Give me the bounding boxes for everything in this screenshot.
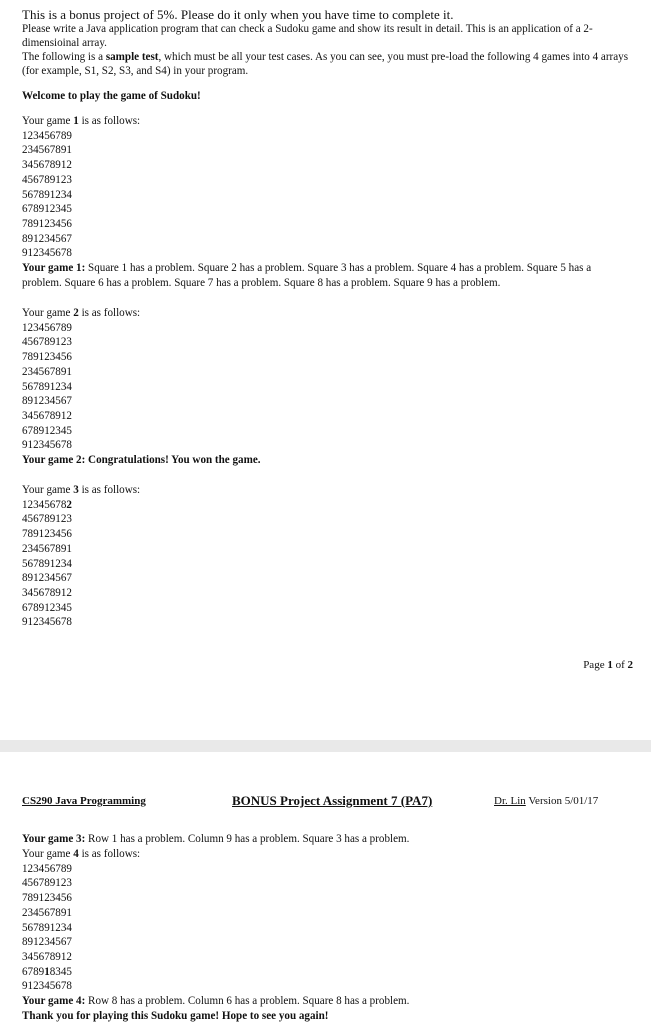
game-3-row-8: 678912345 xyxy=(22,601,72,614)
game-1-row-4: 456789123 xyxy=(22,173,72,186)
game-intro-post: is as follows: xyxy=(78,307,141,320)
row-highlight-digit: 2 xyxy=(66,498,72,511)
game-1-row-8: 891234567 xyxy=(22,232,72,245)
result-label: Your game 4: xyxy=(22,995,86,1008)
version-text: Version 5/01/17 xyxy=(525,795,599,807)
author-version xyxy=(494,795,598,807)
game-1-row-5: 567891234 xyxy=(22,188,72,201)
row-highlight-digit: 1 xyxy=(44,965,50,978)
intro-line-1: This is a bonus project of 5%. Please do it only when you have time to complete it. xyxy=(22,7,454,22)
game-3-row-3: 789123456 xyxy=(22,528,72,541)
author-name: Dr. Lin xyxy=(494,795,526,807)
game-3-row-9: 912345678 xyxy=(22,616,72,629)
game-3-row-5: 567891234 xyxy=(22,557,72,570)
game-2-result xyxy=(22,453,633,468)
game-1-block xyxy=(22,114,633,291)
game-4-row-7: 345678912 xyxy=(22,950,72,963)
game-4-result xyxy=(22,994,633,1009)
welcome-heading: Welcome to play the game of Sudoku! xyxy=(22,90,201,102)
game-intro-post: is as follows: xyxy=(78,115,141,127)
row-digits-pre: 6789 xyxy=(22,965,45,978)
game-1-row-9: 912345678 xyxy=(22,247,72,260)
assignment-title: BONUS Project Assignment 7 (PA7) xyxy=(232,793,433,808)
footer-page-label: Page xyxy=(583,659,608,671)
game-2-row-9: 912345678 xyxy=(22,439,72,452)
course-title: CS290 Java Programming xyxy=(22,795,146,807)
game-3-row-2: 456789123 xyxy=(22,513,72,526)
game-3-intro xyxy=(22,483,633,498)
closing-message: Thank you for playing this Sudoku game! Hope to see you again! xyxy=(22,1010,329,1023)
game-3-row-7: 345678912 xyxy=(22,586,72,599)
game-4-row-6: 891234567 xyxy=(22,936,72,949)
game-2-row-7: 345678912 xyxy=(22,409,72,422)
game-4-row-4: 234567891 xyxy=(22,906,72,919)
result-label: Your game 3: xyxy=(22,833,86,845)
footer-total-pages: 2 xyxy=(627,659,633,671)
game-3-row-4: 234567891 xyxy=(22,542,72,555)
sample-test-paragraph xyxy=(22,50,633,78)
game-2-row-4: 234567891 xyxy=(22,365,72,378)
row-digits-post: 8345 xyxy=(49,965,72,978)
page-2-content xyxy=(22,832,633,1024)
game-4-row-3: 789123456 xyxy=(22,892,72,905)
result-text: Row 1 has a problem. Column 9 has a problem. Square 3 has a problem. xyxy=(85,833,410,845)
game-intro-pre: Your game xyxy=(22,307,74,320)
game-3-block xyxy=(22,483,633,630)
result-text: Square 1 has a problem. Square 2 has a problem. Square 3 has a problem. Square 4 has a problem. Square 5 has a problem. Square 6 has a problem. Square 7 has a problem. Square 8 has a problem. Square 9 has a problem. xyxy=(22,262,592,290)
game-number: 3 xyxy=(73,484,79,497)
footer-of-label: of xyxy=(612,659,628,671)
game-1-intro xyxy=(22,114,633,129)
game-1-row-1: 123456789 xyxy=(22,129,72,142)
page-1-content xyxy=(22,7,633,630)
intro-paragraph: Please write a Java application program that can check a Sudoku game and show its result in detail. This is an application of a 2-dimensioinal array. xyxy=(22,23,593,49)
page-header xyxy=(0,795,651,811)
game-2-row-6: 891234567 xyxy=(22,395,72,408)
page-footer xyxy=(583,658,633,672)
game-3-row-1 xyxy=(22,498,633,513)
result-text: Row 8 has a problem. Column 6 has a problem. Square 8 has a problem. xyxy=(85,995,410,1008)
game-2-row-2: 456789123 xyxy=(22,336,72,349)
game-2-block xyxy=(22,306,633,468)
game-4-row-5: 567891234 xyxy=(22,921,72,934)
result-text: Congratulations! You won the game. xyxy=(85,454,261,467)
game-intro-post: is as follows: xyxy=(78,848,141,860)
game-2-row-1: 123456789 xyxy=(22,321,72,334)
game-4-row-8 xyxy=(22,965,633,980)
game-1-row-7: 789123456 xyxy=(22,217,72,230)
result-label: Your game 2: xyxy=(22,454,86,467)
game-1-row-2: 234567891 xyxy=(22,144,72,157)
game-4-intro xyxy=(22,847,633,862)
game-intro-pre: Your game xyxy=(22,115,74,127)
game-intro-pre: Your game xyxy=(22,848,74,860)
game-4-row-1: 123456789 xyxy=(22,862,72,875)
game-4-row-9: 912345678 xyxy=(22,980,72,993)
game-1-row-6: 678912345 xyxy=(22,203,72,216)
game-intro-pre: Your game xyxy=(22,484,74,497)
game-1-row-3: 345678912 xyxy=(22,159,72,172)
game-2-row-5: 567891234 xyxy=(22,380,72,393)
sample-test-post: , which must be all your test cases. As you can see, you must pre-load the following 4 games into 4 arrays (for example, S1, S2, S3, and S4) in your program. xyxy=(22,51,629,77)
game-number: 1 xyxy=(73,115,79,127)
game-intro-post: is as follows: xyxy=(78,484,141,497)
game-3-result xyxy=(22,832,633,847)
game-2-row-8: 678912345 xyxy=(22,424,72,437)
sample-test-bold: sample test xyxy=(105,51,159,63)
game-4-row-2: 456789123 xyxy=(22,877,72,890)
game-number: 2 xyxy=(73,307,79,320)
row-digits: 12345678 xyxy=(22,498,67,511)
page-2 xyxy=(0,752,651,1024)
game-2-row-3: 789123456 xyxy=(22,351,72,364)
game-number: 4 xyxy=(73,848,79,860)
game-4-block xyxy=(22,847,633,1009)
game-3-row-6: 891234567 xyxy=(22,572,72,585)
game-1-result xyxy=(22,261,633,291)
game-2-intro xyxy=(22,306,633,321)
sample-test-pre: The following is a xyxy=(22,51,106,63)
page-separator xyxy=(0,740,651,752)
footer-current-page: 1 xyxy=(607,659,613,671)
result-label: Your game 1: xyxy=(22,262,86,275)
